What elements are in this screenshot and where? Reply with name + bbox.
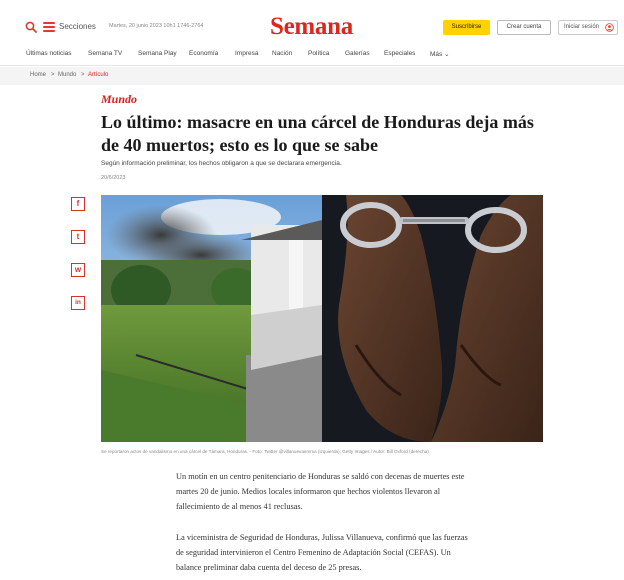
nav-item-ultimas-noticias[interactable]: Últimas noticias xyxy=(26,50,72,57)
nav-item-nacion[interactable]: Nación xyxy=(272,50,293,57)
create-account-button[interactable]: Crear cuenta xyxy=(497,20,551,35)
linkedin-icon[interactable]: in xyxy=(71,296,85,310)
article-summary: Según información preliminar, los hechos obligaron a que se declarara emergencia. xyxy=(101,160,342,167)
facebook-icon[interactable]: f xyxy=(71,197,85,211)
article-paragraph: La viceministra de Seguridad de Honduras, Julissa Villanueva, confirmó que las fuerzas de seguridad intervinieron el Centro Femenino de Adaptación Social (CEFAS). Un balance preliminar daba cuenta del deceso de 25 presas. xyxy=(176,533,468,572)
site-logo[interactable]: Semana xyxy=(270,13,353,40)
breadcrumb xyxy=(0,67,624,85)
image-caption: Se reportaron actos de vandalismo en una cárcel de Támara, Honduras. - Foto: Twitter @villanuevaemma (izquierda); Getty Images / Autor: Bill Oxford (derecha) xyxy=(101,449,429,454)
article-section[interactable]: Mundo xyxy=(101,92,138,106)
article-photo xyxy=(101,195,543,442)
login-button[interactable] xyxy=(558,20,618,35)
breadcrumb-separator: > xyxy=(51,72,55,78)
article-date: 20/6/2023 xyxy=(101,175,126,181)
main-nav xyxy=(0,44,624,66)
nav-item-especiales[interactable]: Especiales xyxy=(384,50,416,57)
nav-item-semana-play[interactable]: Semana Play xyxy=(138,50,177,57)
nav-item-mas[interactable]: Más ⌄ xyxy=(430,51,450,58)
menu-icon[interactable] xyxy=(43,22,55,32)
article-paragraph: Un motín en un centro penitenciario de Honduras se saldó con decenas de muertes este martes 20 de junio. Medios locales informaron que hechos violentos llevaron al fallecimiento de al menos 41 reclusas. xyxy=(176,472,465,511)
user-icon xyxy=(605,23,614,32)
breadcrumb-articulo: Artículo xyxy=(88,72,109,78)
nav-item-politica[interactable]: Política xyxy=(308,50,330,57)
breadcrumb-separator: > xyxy=(81,72,85,78)
header-date: Martes, 20 junio 2023 10h1 1746-2764 xyxy=(109,23,204,29)
whatsapp-icon[interactable]: w xyxy=(71,263,85,277)
nav-item-galerias[interactable]: Galerías xyxy=(345,50,370,57)
nav-item-impresa[interactable]: Impresa xyxy=(235,50,259,57)
nav-item-semana-tv[interactable]: Semana TV xyxy=(88,50,123,57)
article-headline: Lo último: masacre en una cárcel de Honduras deja más de 40 muertos; esto es lo que se sabe xyxy=(101,112,534,155)
subscribe-button[interactable]: Suscribirse xyxy=(443,20,490,35)
nav-item-economia[interactable]: Economía xyxy=(189,50,219,57)
login-label: Iniciar sesión xyxy=(564,24,600,30)
twitter-icon[interactable]: t xyxy=(71,230,85,244)
breadcrumb-mundo[interactable]: Mundo xyxy=(58,72,77,78)
site-header xyxy=(0,0,624,44)
breadcrumb-home[interactable]: Home xyxy=(30,72,47,78)
search-icon[interactable] xyxy=(25,21,37,33)
sections-link[interactable]: Secciones xyxy=(59,22,96,31)
